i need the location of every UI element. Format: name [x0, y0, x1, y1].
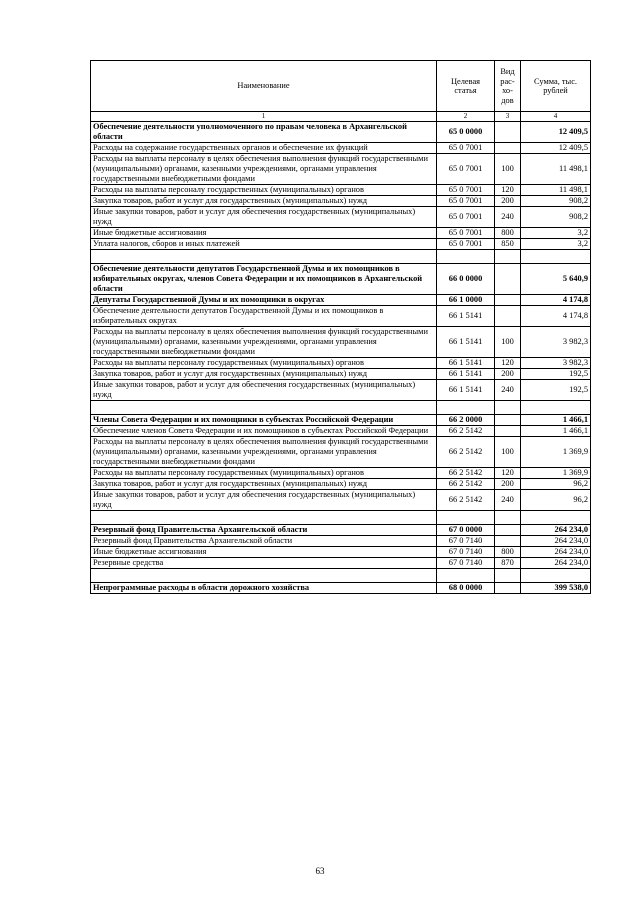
row-expense-type — [495, 426, 521, 437]
spacer-cell — [437, 511, 495, 525]
row-expense-type: 100 — [495, 327, 521, 358]
budget-table — [90, 60, 591, 594]
spacer-cell — [521, 569, 591, 583]
row-name: Резервный фонд Правительства Архангельской области — [91, 525, 437, 536]
row-name: Обеспечение деятельности уполномоченного по правам человека в Архангельской области — [91, 122, 437, 143]
row-target-code: 65 0 7001 — [437, 143, 495, 154]
row-name: Непрограммные расходы в области дорожного хозяйства — [91, 583, 437, 594]
row-target-code: 65 0 0000 — [437, 122, 495, 143]
row-expense-type: 200 — [495, 369, 521, 380]
row-amount: 1 369,9 — [521, 437, 591, 468]
column-number: 4 — [521, 112, 591, 122]
header-code: Целевая статья — [437, 61, 495, 112]
table-row — [91, 525, 591, 536]
table-row — [91, 207, 591, 228]
row-target-code: 68 0 0000 — [437, 583, 495, 594]
page-number: 63 — [315, 866, 325, 876]
spacer-cell — [91, 569, 437, 583]
row-name: Иные закупки товаров, работ и услуг для обеспечения государственных (муниципальных) нужд — [91, 207, 437, 228]
spacer-row — [91, 569, 591, 583]
row-name: Иные закупки товаров, работ и услуг для обеспечения государственных (муниципальных) нужд — [91, 380, 437, 401]
row-amount: 264 234,0 — [521, 536, 591, 547]
row-name: Расходы на выплаты персоналу государственных (муниципальных) органов — [91, 185, 437, 196]
row-target-code: 67 0 0000 — [437, 525, 495, 536]
row-name: Иные закупки товаров, работ и услуг для обеспечения государственных (муниципальных) нужд — [91, 490, 437, 511]
row-target-code: 66 1 5141 — [437, 306, 495, 327]
column-number: 3 — [495, 112, 521, 122]
row-target-code: 66 2 5142 — [437, 437, 495, 468]
row-amount: 4 174,8 — [521, 295, 591, 306]
column-number: 1 — [91, 112, 437, 122]
row-amount: 3 982,3 — [521, 327, 591, 358]
row-amount: 96,2 — [521, 490, 591, 511]
row-amount: 11 498,1 — [521, 154, 591, 185]
row-name: Расходы на выплаты персоналу государственных (муниципальных) органов — [91, 358, 437, 369]
spacer-cell — [521, 401, 591, 415]
table-row — [91, 154, 591, 185]
row-name: Иные бюджетные ассигнования — [91, 228, 437, 239]
row-amount: 908,2 — [521, 196, 591, 207]
row-amount: 5 640,9 — [521, 264, 591, 295]
row-expense-type — [495, 583, 521, 594]
row-target-code: 66 2 5142 — [437, 490, 495, 511]
row-amount: 399 538,0 — [521, 583, 591, 594]
row-amount: 264 234,0 — [521, 547, 591, 558]
spacer-cell — [521, 511, 591, 525]
row-target-code: 65 0 7001 — [437, 228, 495, 239]
row-amount: 12 409,5 — [521, 143, 591, 154]
row-target-code: 66 2 5142 — [437, 468, 495, 479]
row-amount: 1 466,1 — [521, 415, 591, 426]
row-amount: 1 369,9 — [521, 468, 591, 479]
table-row — [91, 558, 591, 569]
row-expense-type — [495, 415, 521, 426]
row-expense-type: 870 — [495, 558, 521, 569]
table-row — [91, 306, 591, 327]
row-amount: 908,2 — [521, 207, 591, 228]
row-target-code: 65 0 7001 — [437, 154, 495, 185]
row-expense-type: 100 — [495, 154, 521, 185]
table-row — [91, 479, 591, 490]
row-amount: 264 234,0 — [521, 525, 591, 536]
header-row — [91, 61, 591, 112]
row-expense-type — [495, 306, 521, 327]
spacer-row — [91, 511, 591, 525]
spacer-cell — [521, 250, 591, 264]
row-amount: 264 234,0 — [521, 558, 591, 569]
row-expense-type — [495, 536, 521, 547]
row-target-code: 65 0 7001 — [437, 196, 495, 207]
row-name: Расходы на выплаты персоналу в целях обеспечения выполнения функций государственными (муниципальными) органами, казенными учреждениями, органами управления государственными внебюджетными фондами — [91, 437, 437, 468]
column-number-row — [91, 112, 591, 122]
row-name: Уплата налогов, сборов и иных платежей — [91, 239, 437, 250]
row-name: Обеспечение деятельности депутатов Государственной Думы и их помощников в избирательных округах, членов Совета Федерации и их помощников в Архангельской области — [91, 264, 437, 295]
spacer-cell — [437, 250, 495, 264]
row-amount: 12 409,5 — [521, 122, 591, 143]
row-name: Закупка товаров, работ и услуг для государственных (муниципальных) нужд — [91, 196, 437, 207]
row-expense-type: 800 — [495, 228, 521, 239]
row-expense-type: 200 — [495, 479, 521, 490]
row-target-code: 66 1 0000 — [437, 295, 495, 306]
row-expense-type: 100 — [495, 437, 521, 468]
row-target-code: 66 1 5141 — [437, 327, 495, 358]
table-row — [91, 369, 591, 380]
row-expense-type — [495, 264, 521, 295]
row-target-code: 65 0 7001 — [437, 207, 495, 228]
row-name: Расходы на выплаты персоналу государственных (муниципальных) органов — [91, 468, 437, 479]
row-name: Резервные средства — [91, 558, 437, 569]
row-target-code: 67 0 7140 — [437, 536, 495, 547]
row-name: Расходы на выплаты персоналу в целях обеспечения выполнения функций государственными (муниципальными) органами, казенными учреждениями, органами управления государственными внебюджетными фондами — [91, 154, 437, 185]
spacer-cell — [495, 569, 521, 583]
table-row — [91, 468, 591, 479]
spacer-row — [91, 401, 591, 415]
table-row — [91, 437, 591, 468]
row-amount: 11 498,1 — [521, 185, 591, 196]
row-name: Обеспечение членов Совета Федерации и их помощников в субъектах Российской Федерации — [91, 426, 437, 437]
table-row — [91, 239, 591, 250]
table-body — [91, 61, 591, 594]
header-sum: Сумма, тыс. рублей — [521, 61, 591, 112]
table-row — [91, 185, 591, 196]
table-row — [91, 143, 591, 154]
row-target-code: 67 0 7140 — [437, 558, 495, 569]
table-row — [91, 228, 591, 239]
row-name: Закупка товаров, работ и услуг для государственных (муниципальных) нужд — [91, 369, 437, 380]
row-name: Иные бюджетные ассигнования — [91, 547, 437, 558]
row-amount: 4 174,8 — [521, 306, 591, 327]
row-amount: 1 466,1 — [521, 426, 591, 437]
row-expense-type: 120 — [495, 358, 521, 369]
table-row — [91, 196, 591, 207]
row-name: Расходы на выплаты персоналу в целях обеспечения выполнения функций государственными (муниципальными) органами, казенными учреждениями, органами управления государственными внебюджетными фондами — [91, 327, 437, 358]
table-row — [91, 536, 591, 547]
spacer-cell — [495, 401, 521, 415]
row-expense-type — [495, 122, 521, 143]
row-target-code: 66 2 5142 — [437, 426, 495, 437]
table-row — [91, 490, 591, 511]
spacer-row — [91, 250, 591, 264]
row-amount: 96,2 — [521, 479, 591, 490]
row-expense-type — [495, 525, 521, 536]
row-amount: 192,5 — [521, 369, 591, 380]
table-row — [91, 547, 591, 558]
spacer-cell — [91, 401, 437, 415]
header-name: Наименование — [91, 61, 437, 112]
row-amount: 3 982,3 — [521, 358, 591, 369]
table-row — [91, 415, 591, 426]
row-expense-type: 800 — [495, 547, 521, 558]
row-name: Резервный фонд Правительства Архангельской области — [91, 536, 437, 547]
row-expense-type — [495, 295, 521, 306]
table-row — [91, 380, 591, 401]
row-expense-type: 120 — [495, 185, 521, 196]
spacer-cell — [437, 569, 495, 583]
row-target-code: 66 0 0000 — [437, 264, 495, 295]
row-expense-type: 850 — [495, 239, 521, 250]
table-row — [91, 295, 591, 306]
spacer-cell — [91, 250, 437, 264]
table-row — [91, 327, 591, 358]
table-row — [91, 426, 591, 437]
row-name: Члены Совета Федерации и их помощники в субъектах Российской Федерации — [91, 415, 437, 426]
table-row — [91, 358, 591, 369]
table-row — [91, 583, 591, 594]
row-target-code: 67 0 7140 — [437, 547, 495, 558]
table-row — [91, 122, 591, 143]
spacer-cell — [495, 511, 521, 525]
spacer-cell — [437, 401, 495, 415]
table-row — [91, 264, 591, 295]
row-expense-type: 240 — [495, 207, 521, 228]
row-expense-type: 200 — [495, 196, 521, 207]
row-target-code: 66 1 5141 — [437, 358, 495, 369]
column-number: 2 — [437, 112, 495, 122]
row-amount: 192,5 — [521, 380, 591, 401]
spacer-cell — [495, 250, 521, 264]
row-name: Расходы на содержание государственных органов и обеспечение их функций — [91, 143, 437, 154]
row-target-code: 66 1 5141 — [437, 369, 495, 380]
row-expense-type — [495, 143, 521, 154]
spacer-cell — [91, 511, 437, 525]
row-amount: 3,2 — [521, 239, 591, 250]
row-name: Депутаты Государственной Думы и их помощники в округах — [91, 295, 437, 306]
row-amount: 3,2 — [521, 228, 591, 239]
header-type: Вид рас- хо- дов — [495, 61, 521, 112]
row-target-code: 66 2 0000 — [437, 415, 495, 426]
row-target-code: 65 0 7001 — [437, 185, 495, 196]
row-expense-type: 240 — [495, 380, 521, 401]
row-target-code: 66 2 5142 — [437, 479, 495, 490]
row-name: Обеспечение деятельности депутатов Государственной Думы и их помощников в избирательных округах — [91, 306, 437, 327]
row-target-code: 66 1 5141 — [437, 380, 495, 401]
row-expense-type: 240 — [495, 490, 521, 511]
row-name: Закупка товаров, работ и услуг для государственных (муниципальных) нужд — [91, 479, 437, 490]
row-target-code: 65 0 7001 — [437, 239, 495, 250]
row-expense-type: 120 — [495, 468, 521, 479]
